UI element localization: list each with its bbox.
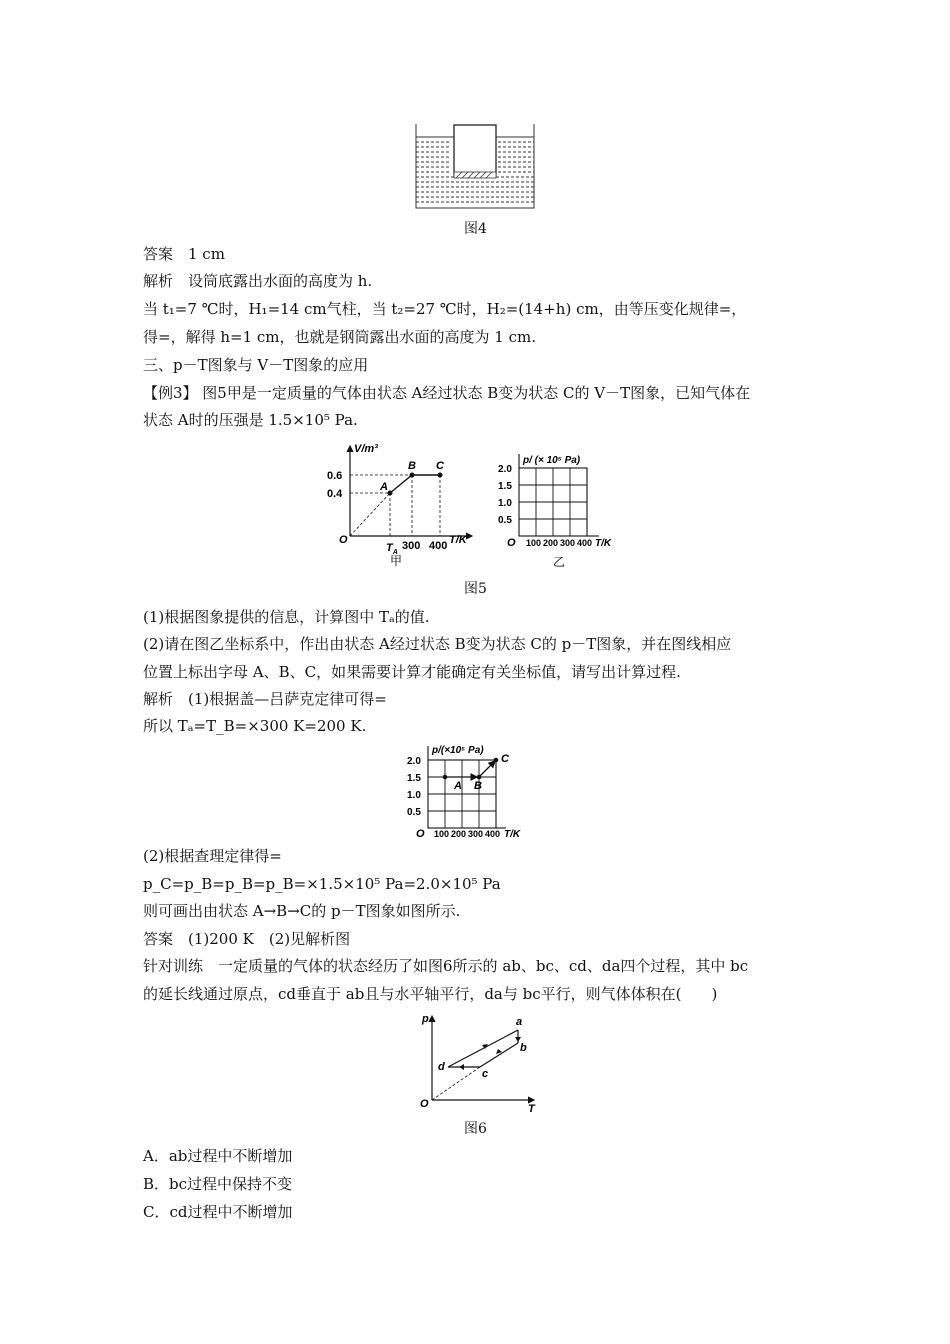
x-tick-label: 300: [468, 829, 484, 839]
y-tick-label: 1.0: [498, 498, 512, 509]
text-line: 则可画出由状态 A→B→C的 p－T图象如图所示.: [143, 902, 461, 920]
section-heading: 三、p－T图象与 V－T图象的应用: [143, 356, 369, 374]
point-A: [443, 775, 448, 780]
point-C: [494, 758, 499, 763]
figure-6-pt-cycle: [416, 1010, 546, 1114]
point-label: A: [380, 481, 388, 493]
y-tick-label: 2.0: [407, 756, 421, 767]
point-B: [410, 473, 415, 478]
y-axis-label: p/ (× 10⁵ Pa): [523, 455, 581, 466]
point-label: C: [436, 460, 444, 472]
point-label: b: [520, 1042, 527, 1054]
origin-label: O: [339, 534, 348, 546]
text-line: (1)根据图象提供的信息，计算图中 Tₐ的值.: [143, 608, 430, 626]
x-tick-label: 100: [434, 829, 450, 839]
figure-5-vt-graph: [322, 440, 482, 568]
x-axis-label: T: [528, 1103, 535, 1114]
figure-6-caption: 图6: [464, 1121, 487, 1137]
text-line: 解析 (1)根据盖—吕萨克定律可得=: [143, 690, 387, 708]
text-line: 答案 1 cm: [143, 245, 225, 263]
x-axis-label: T/K: [504, 829, 521, 840]
figure-5-caption: 图5: [464, 581, 487, 597]
x-tick-label: 300: [402, 540, 421, 552]
option-a: A．ab过程中不断增加: [143, 1147, 293, 1165]
y-axis-label: p: [422, 1013, 429, 1025]
text-line: 针对训练 一定质量的气体的状态经历了如图6所示的 ab、bc、cd、da四个过程，其中 bc: [143, 957, 749, 975]
x-tick-label: 300: [560, 538, 576, 548]
text-line: (2)请在图乙坐标系中，作出由状态 A经过状态 B变为状态 C的 p－T图象，并在图线相应: [143, 635, 732, 653]
text-line: 当 t₁=7 ℃时，H₁=14 cm气柱，当 t₂=27 ℃时，H₂=(14+h) cm，由等压变化规律=，: [143, 300, 747, 318]
text-line: 位置上标出字母 A、B、C，如果需要计算才能确定有关坐标值，请写出计算过程.: [143, 663, 681, 681]
x-tick-label: 400: [577, 538, 593, 548]
point-C: [438, 473, 443, 478]
x-tick-label: 200: [451, 829, 467, 839]
point-A: [388, 491, 393, 496]
point-label: c: [482, 1068, 489, 1080]
text-line: 答案 (1)200 K (2)见解析图: [143, 930, 351, 948]
x-tick-label: $T_A$: [386, 542, 398, 556]
option-b: B．bc过程中保持不变: [143, 1175, 293, 1193]
y-tick-label: 2.0: [498, 464, 512, 475]
figure-4-caption: 图4: [464, 221, 487, 237]
figure-4: [410, 120, 540, 215]
text-line: 【例3】 图5甲是一定质量的气体由状态 A经过状态 B变为状态 C的 V－T图象，已知气体在: [143, 384, 751, 402]
x-tick-label: 200: [543, 538, 559, 548]
x-tick-label: 400: [485, 829, 501, 839]
y-tick-label: 1.0: [407, 790, 421, 801]
origin-label: O: [420, 1098, 429, 1110]
point-label: C: [501, 753, 509, 765]
y-axis-label: V/m³: [354, 443, 378, 455]
y-tick-label: 1.5: [498, 481, 512, 492]
y-tick-label: 0.4: [327, 488, 343, 500]
answer-pt-graph: [384, 742, 554, 840]
point-label: d: [438, 1061, 445, 1073]
y-tick-label: 0.6: [327, 470, 343, 482]
y-tick-label: 0.5: [407, 807, 421, 818]
y-tick-label: 0.5: [498, 515, 512, 526]
point-label: A: [454, 780, 462, 792]
text-line: 得=，解得 h=1 cm，也就是钢筒露出水面的高度为 1 cm.: [143, 328, 536, 346]
figure-5-pt-grid: [495, 448, 630, 570]
y-tick-label: 1.5: [407, 773, 421, 784]
text-line: p_C=p_B=p_B=p_B=×1.5×10⁵ Pa=2.0×10⁵ Pa: [143, 875, 501, 893]
point-label: B: [408, 460, 416, 472]
x-axis-label: T/K: [595, 538, 612, 549]
point-label: B: [474, 780, 482, 792]
x-axis-label: T/K: [449, 534, 467, 546]
point-label: a: [516, 1016, 523, 1028]
option-c: C．cd过程中不断增加: [143, 1203, 293, 1221]
text-line: 状态 A时的压强是 1.5×10⁵ Pa.: [143, 411, 358, 429]
sublabel-jia: 甲: [390, 554, 403, 568]
text-line: (2)根据查理定律得=: [143, 847, 282, 865]
text-line: 所以 Tₐ=T_B=×300 K=200 K.: [143, 717, 367, 735]
origin-label: O: [416, 828, 425, 840]
point-B: [477, 775, 482, 780]
y-axis-label: p/(×10⁵ Pa): [432, 745, 484, 756]
x-tick-label: 400: [429, 540, 448, 552]
text-line: 解析 设筒底露出水面的高度为 h.: [143, 272, 373, 290]
sublabel-yi: 乙: [553, 555, 566, 569]
x-tick-label: 100: [526, 538, 542, 548]
text-line: 的延长线通过原点，cd垂直于 ab且与水平轴平行，da与 bc平行，则气体体积在( ): [143, 985, 718, 1003]
origin-label: O: [507, 537, 516, 549]
